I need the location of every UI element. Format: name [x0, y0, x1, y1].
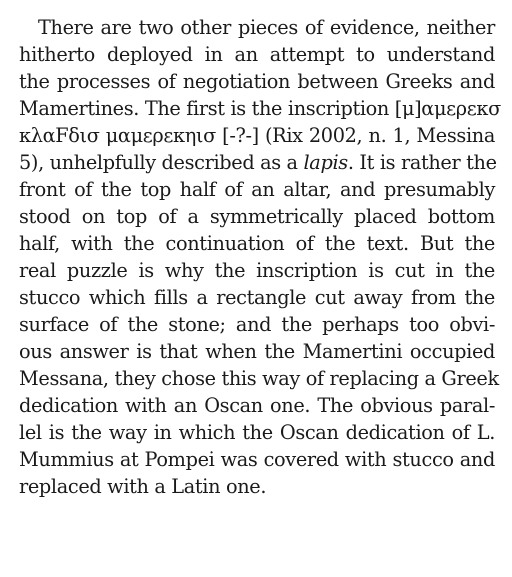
paragraph-line-12: surface of the stone; and the perhaps too obvi-: [19, 313, 495, 336]
paragraph-line-11: stucco which fills a rectangle cut away from the: [19, 286, 495, 309]
paragraph-line-16: lel is the way in which the Oscan dedication of L.: [19, 421, 495, 444]
paragraph-line-5: κλαFδισ μαμερεκηισ [-?-] (Rix 2002, n. 1, Messina: [19, 124, 495, 147]
document-page: [19, 14, 501, 500]
paragraph-line-8: stood on top of a symmetrically placed bottom: [19, 205, 495, 228]
paragraph-line-3: the processes of negotiation between Greeks and: [19, 70, 495, 93]
paragraph-line-13: ous answer is that when the Mamertini occupied: [19, 340, 495, 363]
body-paragraph: [19, 14, 501, 500]
paragraph-line-10: real puzzle is why the inscription is cut in the: [19, 259, 495, 282]
paragraph-line-17: Mummius at Pompei was covered with stucco and: [19, 448, 495, 471]
paragraph-line-14: Messana, they chose this way of replacing a Greek: [19, 367, 499, 390]
line-6-start: 5), unhelpfully described as a: [19, 151, 304, 174]
paragraph-line-1: There are two other pieces of evidence, neither: [38, 16, 495, 39]
paragraph-line-4: Mamertines. The first is the inscription [μ]αμερεκσ: [19, 97, 501, 120]
paragraph-line-7: front of the top half of an altar, and presumably: [19, 178, 495, 201]
paragraph-line-18: replaced with a Latin one.: [19, 475, 267, 498]
paragraph-line-6: [19, 149, 495, 176]
paragraph-line-9: half, with the continuation of the text. But the: [19, 232, 495, 255]
paragraph-line-2: hitherto deployed in an attempt to understand: [19, 43, 495, 66]
line-6-end: . It is rather the: [347, 151, 497, 174]
italic-word-lapis: lapis: [303, 151, 348, 174]
paragraph-line-15: dedication with an Oscan one. The obvious paral-: [19, 394, 495, 417]
